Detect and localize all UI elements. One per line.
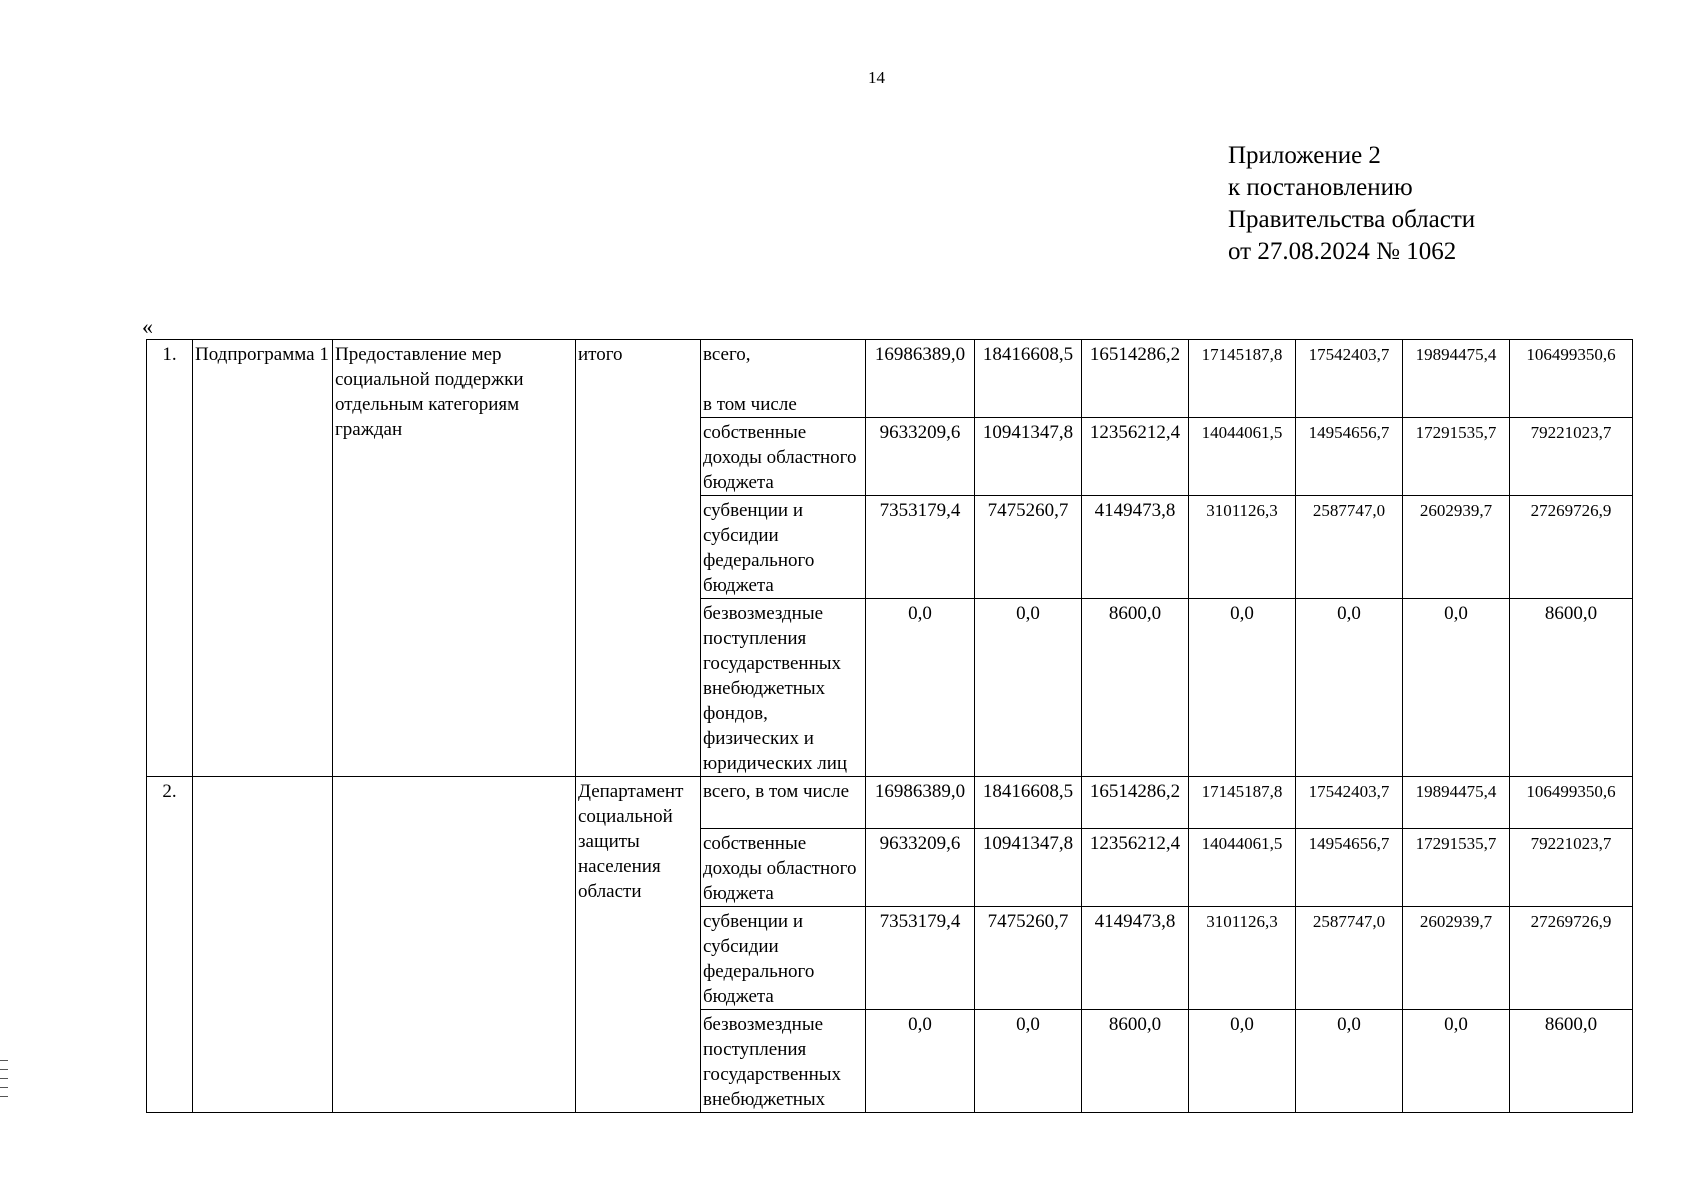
value-cell: 0,0 <box>975 1010 1082 1113</box>
value-cell: 0,0 <box>866 599 975 777</box>
value-cell: 10941347,8 <box>975 829 1082 907</box>
value-cell: 4149473,8 <box>1082 496 1189 599</box>
program-cell: Подпрограмма 1 <box>193 340 333 777</box>
value-cell: 17542403,7 <box>1296 340 1403 418</box>
table-row <box>147 340 1633 418</box>
value-cell: 18416608,5 <box>975 777 1082 829</box>
value-cell: 14954656,7 <box>1296 829 1403 907</box>
value-cell: 27269726,9 <box>1510 907 1633 1010</box>
value-cell: 2602939,7 <box>1403 907 1510 1010</box>
value-cell: 17145187,8 <box>1189 777 1296 829</box>
value-cell: 14954656,7 <box>1296 418 1403 496</box>
value-cell: 79221023,7 <box>1510 829 1633 907</box>
value-cell: 3101126,3 <box>1189 907 1296 1010</box>
value-cell: 7475260,7 <box>975 907 1082 1010</box>
row-index: 2. <box>147 777 193 1113</box>
title-cell <box>333 777 576 1113</box>
row-index: 1. <box>147 340 193 777</box>
appendix-line-2: к постановлению <box>1228 174 1413 201</box>
appendix-line-3: Правительства области <box>1228 206 1476 233</box>
value-cell: 19894475,4 <box>1403 340 1510 418</box>
value-cell: 106499350,6 <box>1510 340 1633 418</box>
value-cell: 14044061,5 <box>1189 418 1296 496</box>
value-cell: 8600,0 <box>1082 1010 1189 1113</box>
table-row <box>147 777 1633 829</box>
scan-edge-marks <box>0 1060 8 1105</box>
source-label: собственные доходы областного бюджета <box>701 829 866 907</box>
source-label: субвенции и субсидии федерального бюджета <box>701 496 866 599</box>
executor-cell: итого <box>576 340 701 777</box>
page-number: 14 <box>868 68 885 87</box>
value-cell: 7353179,4 <box>866 496 975 599</box>
value-cell: 19894475,4 <box>1403 777 1510 829</box>
value-cell: 12356212,4 <box>1082 418 1189 496</box>
source-label <box>701 340 866 418</box>
value-cell: 0,0 <box>1403 1010 1510 1113</box>
source-label-top: всего, <box>703 344 751 365</box>
value-cell: 17291535,7 <box>1403 829 1510 907</box>
value-cell: 2602939,7 <box>1403 496 1510 599</box>
value-cell: 8600,0 <box>1510 599 1633 777</box>
opening-quote-mark: « <box>142 314 153 339</box>
value-cell: 0,0 <box>866 1010 975 1113</box>
value-cell: 9633209,6 <box>866 418 975 496</box>
appendix-block <box>1228 140 1475 268</box>
value-cell: 16986389,0 <box>866 777 975 829</box>
value-cell: 2587747,0 <box>1296 907 1403 1010</box>
title-cell: Предоставление мер социальной поддержки отдельным категориям граждан <box>333 340 576 777</box>
value-cell: 12356212,4 <box>1082 829 1189 907</box>
value-cell: 0,0 <box>1403 599 1510 777</box>
value-cell: 17145187,8 <box>1189 340 1296 418</box>
appendix-line-4: от 27.08.2024 № 1062 <box>1228 238 1457 265</box>
value-cell: 4149473,8 <box>1082 907 1189 1010</box>
value-cell: 7475260,7 <box>975 496 1082 599</box>
value-cell: 7353179,4 <box>866 907 975 1010</box>
source-label: субвенции и субсидии федерального бюджета <box>701 907 866 1010</box>
value-cell: 16986389,0 <box>866 340 975 418</box>
value-cell: 2587747,0 <box>1296 496 1403 599</box>
value-cell: 16514286,2 <box>1082 777 1189 829</box>
value-cell: 0,0 <box>1189 599 1296 777</box>
value-cell: 17291535,7 <box>1403 418 1510 496</box>
value-cell: 8600,0 <box>1082 599 1189 777</box>
value-cell: 8600,0 <box>1510 1010 1633 1113</box>
budget-table <box>146 339 1633 1113</box>
value-cell: 27269726,9 <box>1510 496 1633 599</box>
source-label: собственные доходы областного бюджета <box>701 418 866 496</box>
source-label: всего, в том числе <box>701 777 866 829</box>
program-cell <box>193 777 333 1113</box>
appendix-line-1: Приложение 2 <box>1228 142 1381 169</box>
value-cell: 16514286,2 <box>1082 340 1189 418</box>
source-label-bottom: в том числе <box>703 394 797 415</box>
value-cell: 3101126,3 <box>1189 496 1296 599</box>
source-label: безвозмездные поступления государственных внебюджетных фондов, физических и юридических лиц <box>701 599 866 777</box>
source-label: безвозмездные поступления государственных внебюджетных <box>701 1010 866 1113</box>
executor-cell: Департамент социальной защиты населения области <box>576 777 701 1113</box>
value-cell: 0,0 <box>1296 599 1403 777</box>
value-cell: 79221023,7 <box>1510 418 1633 496</box>
value-cell: 106499350,6 <box>1510 777 1633 829</box>
value-cell: 17542403,7 <box>1296 777 1403 829</box>
value-cell: 10941347,8 <box>975 418 1082 496</box>
value-cell: 0,0 <box>975 599 1082 777</box>
value-cell: 18416608,5 <box>975 340 1082 418</box>
value-cell: 0,0 <box>1296 1010 1403 1113</box>
value-cell: 9633209,6 <box>866 829 975 907</box>
value-cell: 0,0 <box>1189 1010 1296 1113</box>
value-cell: 14044061,5 <box>1189 829 1296 907</box>
